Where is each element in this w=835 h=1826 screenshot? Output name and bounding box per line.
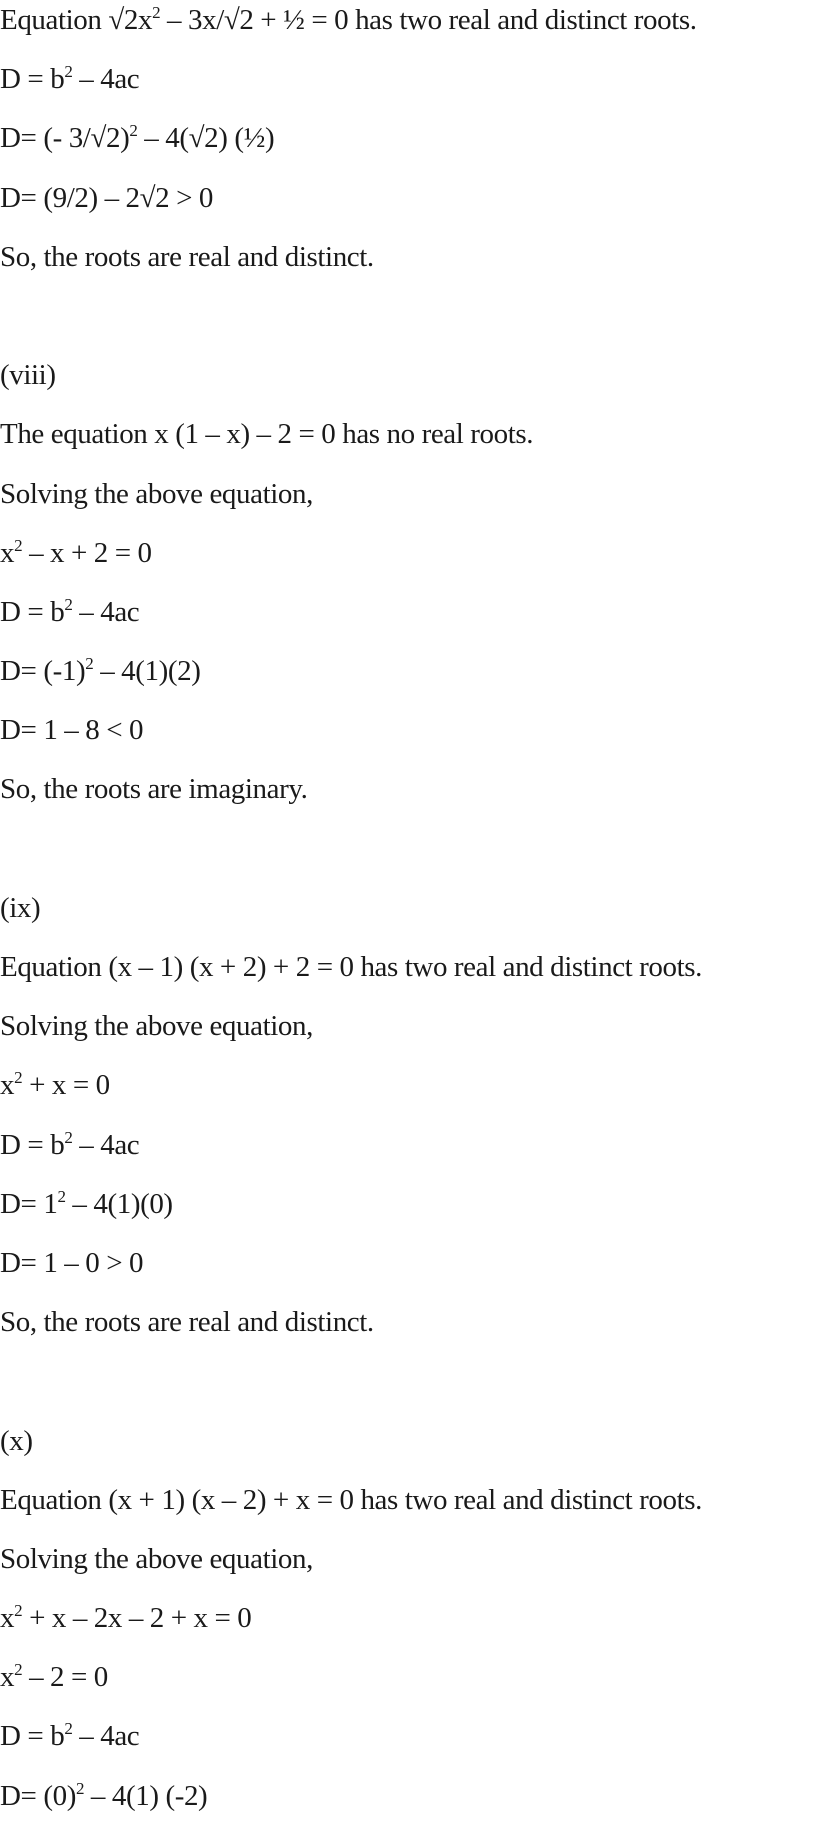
text-segment: D= 1 – 8 < 0: [0, 714, 144, 747]
text-segment: So, the roots are real and distinct.: [0, 1306, 374, 1339]
text-segment: – 4(√2) (½): [137, 122, 275, 155]
text-line: [0, 1056, 835, 1115]
text-segment: Equation (x – 1) (x + 2) + 2 = 0 has two real and distinct roots.: [0, 951, 703, 983]
text-line: [0, 524, 835, 583]
text-line: [0, 1116, 835, 1175]
text-line: [0, 228, 835, 287]
text-line: [0, 1707, 835, 1766]
text-segment: – 3x/√2 + ½ = 0 has two real and distinct roots.: [160, 4, 697, 36]
text-line: [0, 701, 835, 760]
text-segment: – x + 2 = 0: [22, 536, 152, 569]
text-line: [0, 1530, 835, 1589]
blank-line: [0, 820, 835, 879]
superscript: 2: [64, 1127, 73, 1147]
text-line: [0, 938, 835, 997]
text-segment: D = b: [0, 1128, 65, 1161]
superscript: 2: [85, 654, 94, 674]
text-segment: So, the roots are imaginary.: [0, 773, 308, 806]
text-line: [0, 169, 835, 228]
superscript: 2: [64, 594, 73, 614]
text-line: [0, 879, 835, 938]
text-segment: Solving the above equation,: [0, 1542, 313, 1575]
text-line: [0, 583, 835, 642]
text-segment: D= (9/2) – 2√2 > 0: [0, 181, 213, 214]
text-segment: D= 1 – 0 > 0: [0, 1246, 144, 1279]
text-segment: D = b: [0, 595, 65, 628]
text-segment: The equation x (1 – x) – 2 = 0 has no real roots.: [0, 418, 534, 451]
text-segment: + x = 0: [22, 1069, 110, 1102]
text-segment: (viii): [0, 359, 56, 392]
text-segment: – 4ac: [72, 1128, 140, 1161]
text-line: [0, 997, 835, 1056]
superscript: 2: [14, 1601, 23, 1621]
text-segment: – 4(1)(2): [93, 655, 201, 688]
text-segment: Solving the above equation,: [0, 1010, 313, 1043]
text-line: [0, 50, 835, 109]
text-line: [0, 1175, 835, 1234]
text-line: [0, 0, 835, 50]
text-segment: – 4ac: [72, 63, 140, 96]
superscript: 2: [14, 535, 23, 555]
text-line: [0, 346, 835, 405]
superscript: 2: [64, 1719, 73, 1739]
text-segment: – 4ac: [72, 595, 140, 628]
text-line: [0, 1412, 835, 1471]
text-segment: Equation (x + 1) (x – 2) + x = 0 has two real and distinct roots.: [0, 1483, 703, 1516]
superscript: 2: [75, 1778, 85, 1798]
text-segment: x: [0, 1602, 15, 1635]
text-segment: – 4ac: [72, 1720, 140, 1753]
superscript: 2: [57, 1186, 66, 1206]
text-segment: – 2 = 0: [22, 1661, 108, 1694]
text-segment: D = b: [0, 1720, 65, 1753]
text-segment: (x): [0, 1424, 33, 1457]
superscript: 2: [129, 121, 138, 141]
text-segment: x: [0, 1661, 15, 1694]
text-line: [0, 465, 835, 524]
superscript: 2: [152, 3, 161, 22]
blank-line: [0, 287, 835, 346]
text-line: [0, 1234, 835, 1293]
text-segment: Solving the above equation,: [0, 477, 313, 510]
text-segment: D= (0): [0, 1779, 76, 1812]
superscript: 2: [14, 1068, 23, 1088]
text-line: [0, 1648, 835, 1707]
text-line: [0, 1589, 835, 1648]
blank-line: [0, 1352, 835, 1411]
text-line: [0, 1767, 835, 1826]
text-segment: x: [0, 1069, 15, 1102]
superscript: 2: [64, 62, 73, 82]
text-line: [0, 405, 835, 464]
text-segment: Equation √2x: [0, 4, 153, 36]
text-segment: – 4(1) (-2): [84, 1779, 208, 1812]
text-segment: – 4(1)(0): [65, 1187, 173, 1220]
text-segment: x: [0, 536, 15, 569]
text-segment: D= 1: [0, 1187, 58, 1220]
text-segment: So, the roots are real and distinct.: [0, 240, 374, 273]
text-segment: + x – 2x – 2 + x = 0: [22, 1602, 252, 1635]
text-segment: D = b: [0, 63, 65, 96]
text-line: [0, 642, 835, 701]
text-line: [0, 1471, 835, 1530]
superscript: 2: [14, 1660, 23, 1680]
text-line: [0, 1293, 835, 1352]
text-line: [0, 109, 835, 168]
text-segment: (ix): [0, 891, 41, 924]
text-segment: D= (-1): [0, 655, 86, 688]
text-segment: D= (- 3/√2): [0, 122, 130, 155]
text-line: [0, 760, 835, 819]
